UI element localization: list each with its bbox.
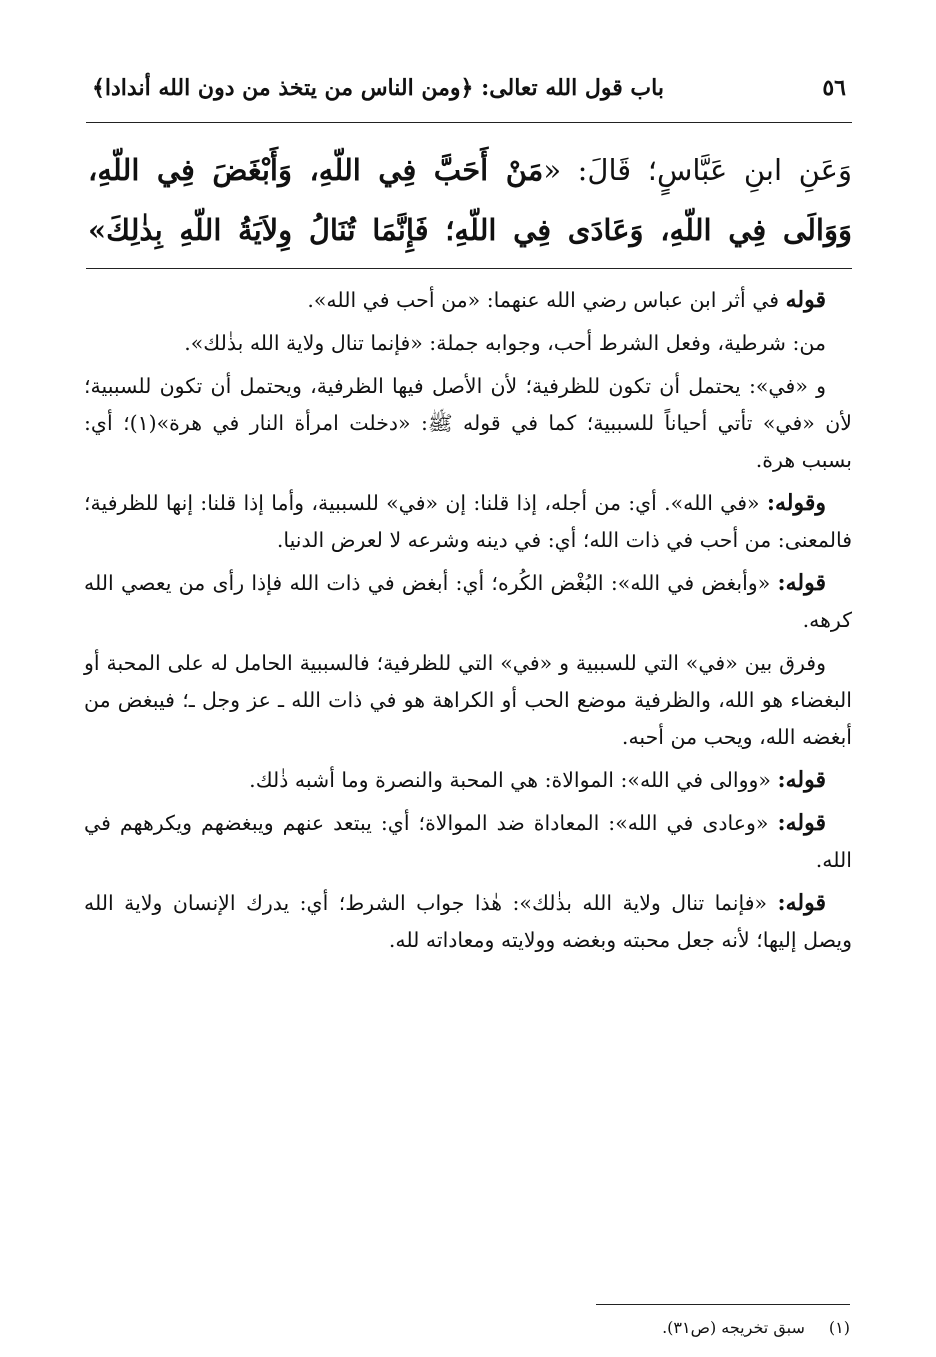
paragraph: [84, 762, 852, 799]
footnote-marker: (١): [828, 1318, 850, 1337]
paragraph: [84, 565, 852, 639]
hadith-intro: وَعَنِ ابنِ عَبَّاسٍ؛ قَالَ: «: [543, 153, 852, 187]
paragraph-text: «ووالى في الله»: الموالاة: هي المحبة والنصرة وما أشبه ذٰلك.: [249, 768, 778, 792]
page-number: ٥٦: [822, 75, 846, 101]
paragraph-text: «فإنما تنال ولاية الله بذٰلك»: هٰذا جواب الشرط؛ أي: يدرك الإنسان ولاية الله ويصل إليها؛ لأنه جعل محبته وبغضه وولايته ومعاداته لله.: [84, 891, 852, 952]
header-rule: [86, 122, 852, 123]
paragraph: [84, 645, 852, 756]
paragraph-lead: وقوله:: [766, 490, 826, 516]
footnote-rule: [596, 1304, 850, 1305]
footnote-text: سبق تخريجه (ص٣١).: [662, 1318, 805, 1337]
paragraph: [84, 885, 852, 959]
paragraph: [84, 282, 852, 319]
paragraph-text: «في الله». أي: من أجله، إذا قلنا: إن «في» للسببية، وأما إذا قلنا: إنها للظرفية؛ فالمعنى: من أحب في ذات الله؛ أي: في دينه وشرعه لا لعرض الدنيا.: [84, 491, 852, 552]
paragraph-lead: قوله:: [777, 767, 826, 793]
hadith-body: مَنْ أَحَبَّ فِي اللّهِ، وَأَبْغَضَ فِي اللّهِ، وَوَالَى فِي اللّهِ، وَعَادَى فِي اللّهِ؛ فَإِنَّمَا تُنَالُ وِلاَيَةُ اللّهِ بِذٰلِكَ»: [88, 153, 852, 247]
commentary: [84, 282, 852, 965]
paragraph-text: و «في»: يحتمل أن تكون للظرفية؛ لأن الأصل فيها الظرفية، ويحتمل أن تكون للسببية؛ لأن «في» تأتي أحياناً للسببية؛ كما في قوله ﷺ: «دخلت امرأة النار في هرة»(١)؛ أي: بسبب هرة.: [84, 374, 852, 472]
paragraph-text: «وأبغض في الله»: البُغْض الكُره؛ أي: أبغض في ذات الله فإذا رأى من يعصي الله كرهه.: [84, 571, 852, 632]
running-title: باب قول الله تعالى: ﴿ومن الناس من يتخذ من دون الله أندادا﴾: [92, 75, 664, 101]
hadith-rule: [86, 268, 852, 269]
paragraph-text: وفرق بين «في» التي للسببية و «في» التي للظرفية؛ فالسببية الحامل له على المحبة أو البغضاء هو الله، والظرفية موضع الحب أو الكراهة هو في ذات الله ـ عز وجل ـ؛ فيبغض من أبغضه الله، ويحب من أحبه.: [84, 651, 852, 749]
hadith-text: [88, 140, 852, 260]
paragraph-lead: قوله:: [777, 890, 826, 916]
paragraph: [84, 325, 852, 362]
paragraph-text: من: شرطية، وفعل الشرط أحب، وجوابه جملة: «فإنما تنال ولاية الله بذٰلك».: [184, 331, 826, 355]
paragraph-lead: قوله:: [777, 810, 826, 836]
paragraph: [84, 485, 852, 559]
paragraph-text: في أثر ابن عباس رضي الله عنهما: «من أحب في الله».: [307, 288, 786, 312]
paragraph-text: «وعادى في الله»: المعاداة ضد الموالاة؛ أي: يبتعد عنهم ويبغضهم ويكرههم في الله.: [84, 811, 852, 872]
footnote: [500, 1318, 850, 1337]
paragraph-lead: قوله:: [777, 570, 826, 596]
paragraph-lead: قوله: [785, 287, 826, 313]
paragraph: [84, 805, 852, 879]
page-header: [92, 62, 846, 114]
paragraph: [84, 368, 852, 479]
